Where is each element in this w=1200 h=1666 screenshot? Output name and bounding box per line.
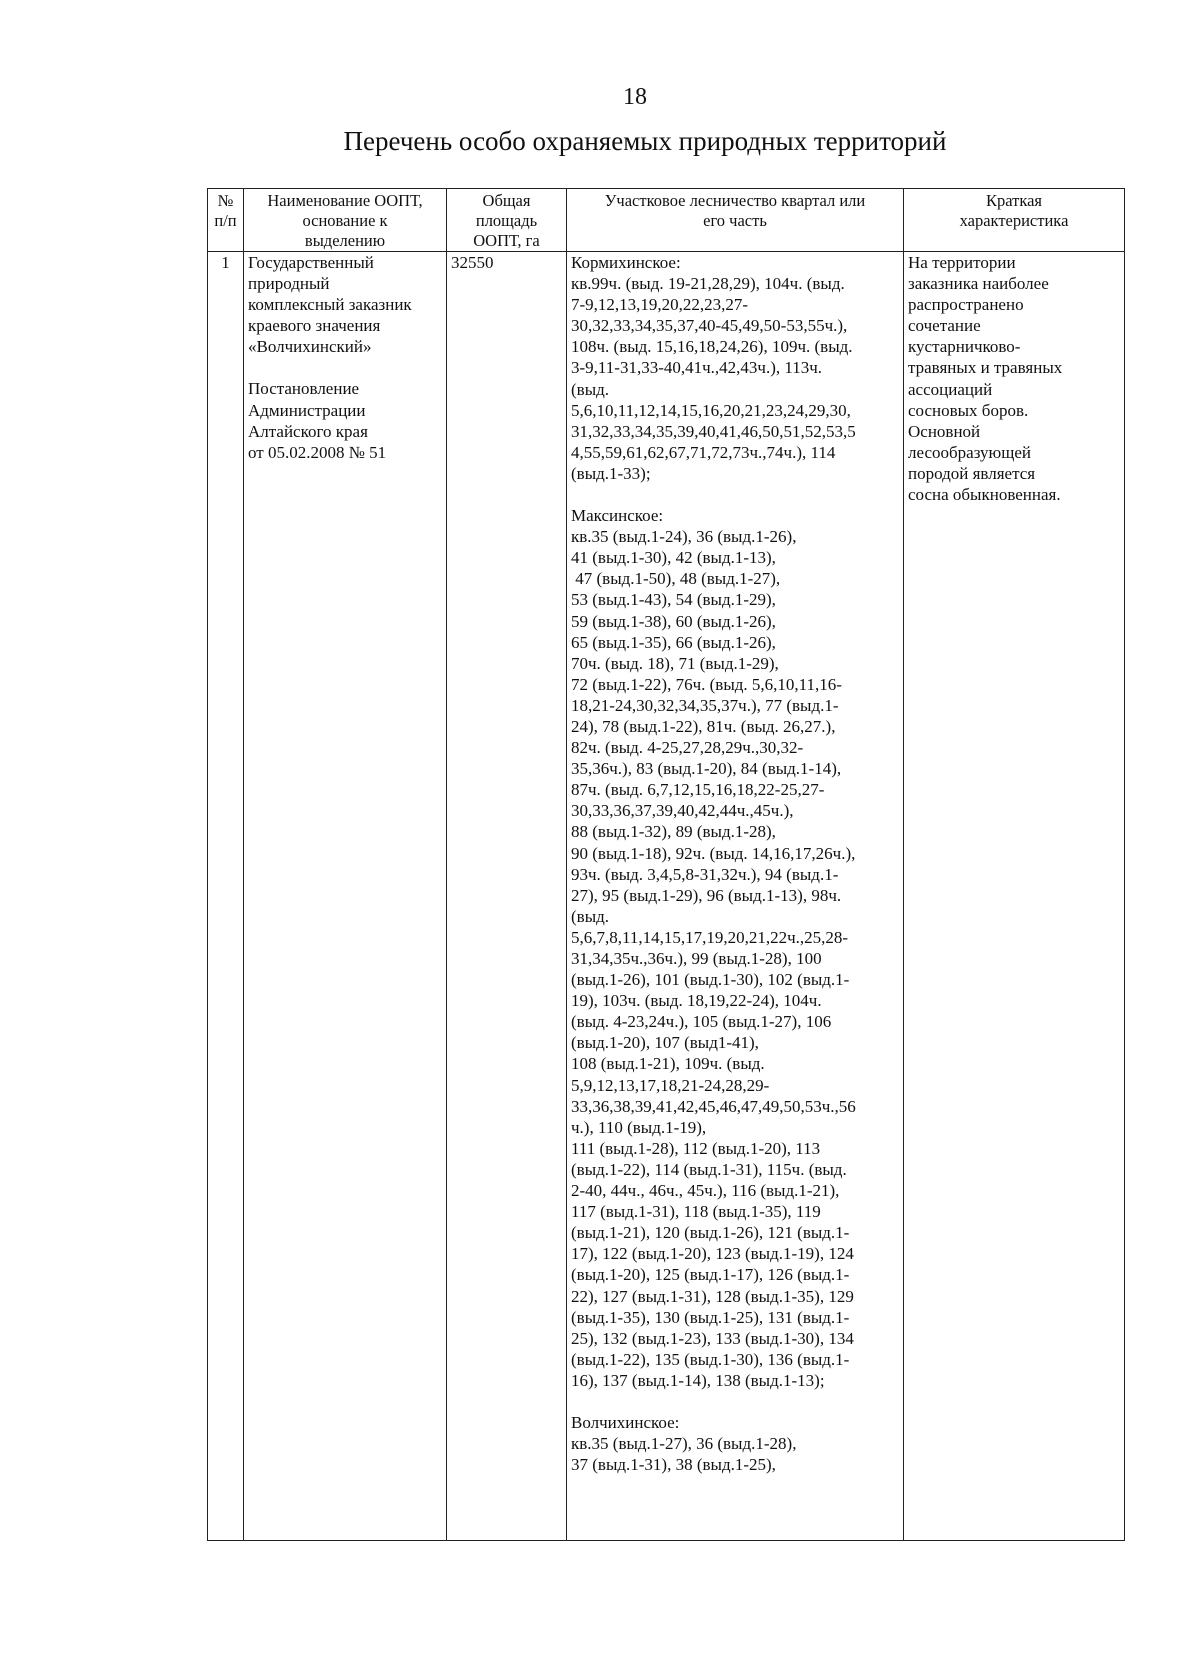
- forestry-quarters: кв.35 (выд.1-27), 36 (выд.1-28), 37 (выд.1-31), 38 (выд.1-25),: [571, 1434, 797, 1475]
- header-name: Наименование ООПТ, основание к выделению: [244, 189, 447, 252]
- forestry-cell: [567, 252, 904, 1541]
- page-number: 18: [623, 84, 647, 110]
- forestry-section: [571, 505, 899, 1391]
- header-area: Общая площадь ООПТ, га: [447, 189, 567, 252]
- oopt-table: [207, 188, 1125, 1541]
- forestry-name: Волчихинское:: [571, 1412, 680, 1432]
- header-forestry: Участковое лесничество квартал или его часть: [567, 189, 904, 252]
- forestry-name: Максинское:: [571, 506, 664, 526]
- forestry-section: [571, 1412, 899, 1475]
- forestry-quarters: кв.99ч. (выд. 19-21,28,29), 104ч. (выд. 7-9,12,13,19,20,22,23,27- 30,32,33,34,35,37,40-45,49,50-53,55ч.), 108ч. (выд. 15,16,18,24,26), 109ч. (выд. 3-9,11-31,33-40,41ч.,42,43ч.), 113ч. (выд. 5,6,10,11,12,14,15,16,20,21,23,24,29,30, 31,32,33,34,35,39,40,41,46,50,51,52,53,5 4,55,59,61,62,67,71,72,73ч.,74ч.), 114 (выд.1-33);: [571, 274, 856, 483]
- table-header-row: [208, 189, 1125, 252]
- row-number: 1: [208, 252, 244, 1541]
- oopt-name: Государственный природный комплексный заказник краевого значения «Волчихинский»: [248, 253, 412, 357]
- characteristic: На территории заказника наиболее распространено сочетание кустарничково- травяных и травяных ассоциаций сосновых боров. Основной лесообразующей породой является сосна обыкновенная.: [904, 252, 1125, 1541]
- forestry-name: Кормихинское:: [571, 253, 681, 272]
- forestry-section: [571, 252, 899, 484]
- oopt-basis: Постановление Администрации Алтайского края от 05.02.2008 № 51: [248, 379, 387, 462]
- table-row: [208, 252, 1125, 1541]
- oopt-name-cell: [244, 252, 447, 1541]
- document-title: Перечень особо охраняемых природных территорий: [343, 126, 947, 156]
- header-characteristic: Краткая характеристика: [904, 189, 1125, 252]
- oopt-area: 32550: [447, 252, 567, 1541]
- header-number: № п/п: [208, 189, 244, 252]
- forestry-quarters: кв.35 (выд.1-24), 36 (выд.1-26), 41 (выд.1-30), 42 (выд.1-13), 47 (выд.1-50), 48 (выд.1-27), 53 (выд.1-43), 54 (выд.1-29), 59 (выд.1-38), 60 (выд.1-26), 65 (выд.1-35), 66 (выд.1-26), 70ч. (выд. 18), 71 (выд.1-29), 72 (выд.1-22), 76ч. (выд. 5,6,10,11,16- 18,21-24,30,32,34,35,37ч.), 77 (выд.1- 24), 78 (выд.1-22), 81ч. (выд. 26,27.), 82ч. (выд. 4-25,27,28,29ч.,30,32- 35,36ч.), 83 (выд.1-20), 84 (выд.1-14), 87ч. (выд. 6,7,12,15,16,18,22-25,27- 30,33,36,37,39,40,42,44ч.,45ч.), 88 (выд.1-32), 89 (выд.1-28), 90 (выд.1-18), 92ч. (выд. 14,16,17,26ч.), 93ч. (выд. 3,4,5,8-31,32ч.), 94 (выд.1- 27), 95 (выд.1-29), 96 (выд.1-13), 98ч. (выд. 5,6,7,8,11,14,15,17,19,20,21,22ч.,25,28- 31,34,35ч.,36ч.), 99 (выд.1-28), 100 (выд.1-26), 101 (выд.1-30), 102 (выд.1- 19), 103ч. (выд. 18,19,22-24), 104ч. (выд. 4-23,24ч.), 105 (выд.1-27), 106 (выд.1-20), 107 (выд1-41), 108 (выд.1-21), 109ч. (выд. 5,9,12,13,17,18,21-24,28,29- 33,36,38,39,41,42,45,46,47,49,50,53ч.,56 ч.), 110 (выд.1-19), 111 (выд.1-28), 112 (выд.1-20), 113 (выд.1-22), 114 (выд.1-31), 115ч. (выд. 2-40, 44ч., 46ч., 45ч.), 116 (выд.1-21), 117 (выд.1-31), 118 (выд.1-35), 119 (выд.1-21), 120 (выд.1-26), 121 (выд.1- 17), 122 (выд.1-20), 123 (выд.1-19), 124 (выд.1-20), 125 (выд.1-17), 126 (выд.1- 22), 127 (выд.1-31), 128 (выд.1-35), 129 (выд.1-35), 130 (выд.1-25), 131 (выд.1- 25), 132 (выд.1-23), 133 (выд.1-30), 134 (выд.1-22), 135 (выд.1-30), 136 (выд.1- 16), 137 (выд.1-14), 138 (выд.1-13);: [571, 527, 856, 1390]
